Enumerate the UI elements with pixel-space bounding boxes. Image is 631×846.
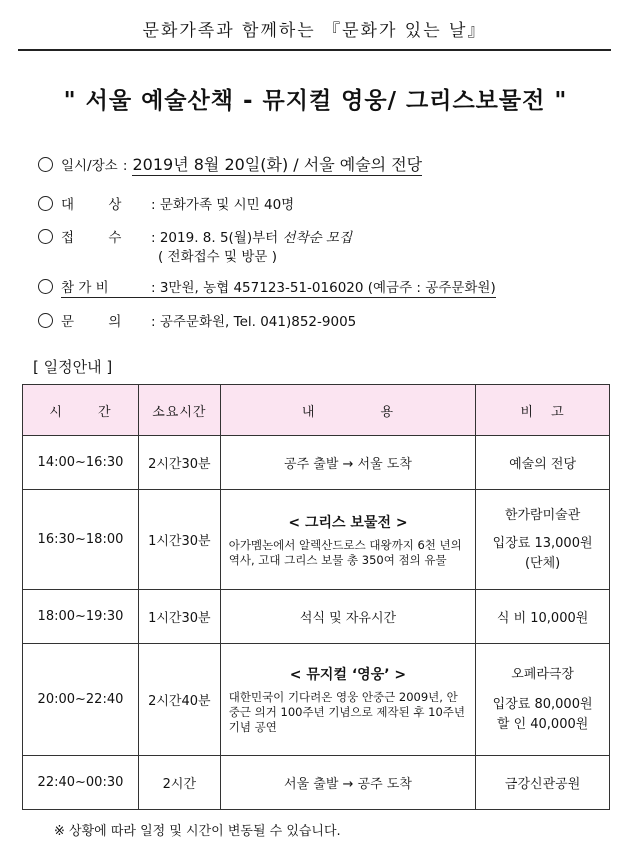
footer-note: ※ 상황에 따라 일정 및 시간이 변동될 수 있습니다. [54,824,341,839]
row-note: 오페라극장 [511,666,574,682]
row-time: 20:00~22:40 [23,644,139,756]
table-row [23,756,610,810]
header-duration: 소요시간 [138,385,220,436]
info-fee-label: 참 가 비 [61,280,109,296]
info-fee: 참 가 비 : 3만원, 농협 457123-51-016020 (예금주 : 공주문화원) [38,276,496,296]
info-when: 일시/장소 : 2019년 8월 20일(화) / 서울 예술의 전당 [38,152,422,175]
row-duration: 1시간30분 [138,490,220,590]
circle-bullet-icon [38,313,53,328]
row-duration: 2시간40분 [138,644,220,756]
row-note: 입장료 80,000원 [492,696,593,712]
row-content: 서울 출발 → 공주 도착 [220,756,475,810]
info-reception-sub: ( 전화접수 및 방문 ) [158,249,277,265]
schedule-table [22,384,610,810]
row-note: 식 비 10,000원 [476,590,610,644]
info-reception-label: 접 수 [61,230,122,246]
row-description: 대한민국이 기다려온 영웅 안중근 2009년, 안중근 의거 100주년 기념으로 제작된 후 10주년 기념 공연 [228,690,466,734]
row-content: 공주 출발 → 서울 도착 [220,436,475,490]
row-note: 한가람미술관 [504,507,581,523]
schedule-section-title: [ 일정안내 ] [33,358,113,376]
row-time: 14:00~16:30 [23,436,139,490]
table-row [23,590,610,644]
info-contact-value: 공주문화원, Tel. 041)852-9005 [159,314,357,330]
row-note: 금강신관공원 [476,756,610,810]
header-note: 비 고 [476,385,610,436]
circle-bullet-icon [38,229,53,244]
info-contact: 문 의 : 공주문화원, Tel. 041)852-9005 [38,310,356,330]
top-title: 문화가족과 함께하는 『문화가 있는 날』 [18,16,611,51]
info-when-value: 2019년 8월 20일(화) / 서울 예술의 전당 [132,155,423,174]
row-time: 22:40~00:30 [23,756,139,810]
row-time: 16:30~18:00 [23,490,139,590]
main-title: " 서울 예술산책 - 뮤지컬 영웅/ 그리스보물전 " [63,88,568,114]
row-title: < 그리스 보물전 > [288,514,408,531]
row-note: 할 인 40,000원 [496,716,589,732]
table-header-row [23,385,610,436]
row-time: 18:00~19:30 [23,590,139,644]
row-duration: 2시간 [138,756,220,810]
circle-bullet-icon [38,196,53,211]
info-when-label: 일시/장소 [61,158,118,174]
row-content-cell [220,644,475,756]
header-content: 내 용 [220,385,475,436]
row-duration: 1시간30분 [138,590,220,644]
row-description: 아가멤논에서 알렉산드로스 대왕까지 6천 년의 역사, 고대 그리스 보물 총 350여 점의 유물 [228,537,462,567]
row-duration: 2시간30분 [138,436,220,490]
info-target-value: 문화가족 및 시민 40명 [159,197,295,213]
table-row [23,644,610,756]
row-note-cell [476,644,610,756]
info-reception-emph: 선착순 모집 [282,230,352,246]
circle-bullet-icon [38,157,53,172]
info-fee-value: 3만원, 농협 457123-51-016020 (예금주 : 공주문화원) [159,280,496,296]
row-note: 입장료 13,000원 [492,535,593,551]
info-reception: 접 수 : 2019. 8. 5(월)부터 선착순 모집 [38,226,352,246]
info-reception-value: 2019. 8. 5(월)부터 [159,230,283,246]
row-title: < 뮤지컬 ‘영웅’ > [289,667,407,683]
table-row [23,436,610,490]
row-note: (단체) [524,555,561,571]
circle-bullet-icon [38,279,53,294]
info-target-label: 대 상 [61,197,122,213]
row-content: 석식 및 자유시간 [220,590,475,644]
row-note-cell [476,490,610,590]
header-time: 시 간 [23,385,139,436]
row-content-cell [220,490,475,590]
info-target: 대 상 : 문화가족 및 시민 40명 [38,193,294,213]
table-row [23,490,610,590]
info-contact-label: 문 의 [61,314,122,330]
row-note: 예술의 전당 [476,436,610,490]
